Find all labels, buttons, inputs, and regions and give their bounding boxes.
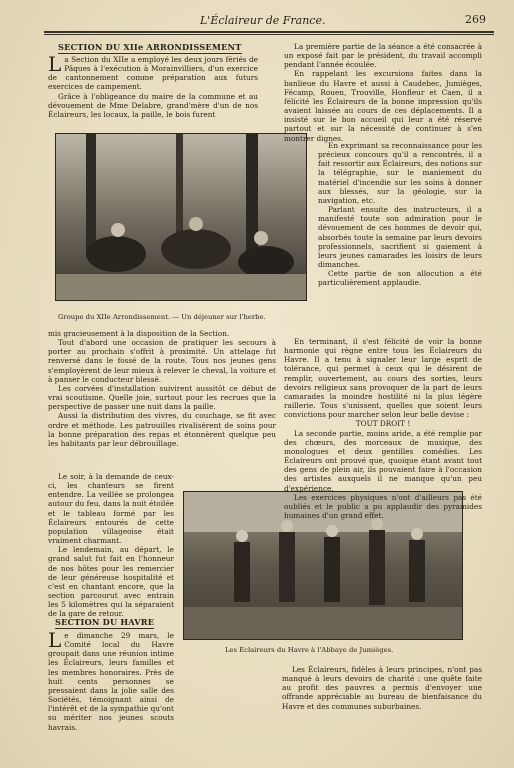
- paragraph: Tout d'abord une occasion de pratiquer les secours à porter au prochain s'offrit à proximité. Un attelage fut renversé dans le fossé de la route. Tous nos jeunes gens s'employèrent de leur mieux à relever le cheval, la voiture et à panser le conducteur blessé.: [48, 338, 276, 384]
- paragraph: La première partie de la séance a été consacrée à un exposé fait par le président, du travail accompli pendant l'année écoulée.: [284, 42, 482, 70]
- section-xii-body: [48, 329, 276, 472]
- paragraph: [48, 52, 258, 92]
- section-heading-xii: SECTION DU XIIe ARRONDISSEMENT: [58, 42, 242, 52]
- paragraph-text: e dimanche 29 mars, le Comité local du Havre groupait dans une réunion intime les Éclaireurs, leurs familles et les membres honoraires. Près de huit cents personnes se pressaient dans la jolie salle des Sociétés, témoignant ainsi de l'intérêt et de la sympathie qu'ont su mériter nos jeunes scouts havrais.: [48, 631, 174, 732]
- paragraph: En rappelant les excursions faites dans la banlieue du Havre et aussi à Caudebec, Jumièges, Fécamp, Rouen, Trouville, Honfleur et Caen, il a félicité les Éclaireurs de la bonne impression qu'ils avaient laissée au cours de ces déplacements. Il a insisté sur le bon accueil qui leur a été réservé partout et sur la nécessité de continuer à s'en montrer dignes.: [284, 69, 482, 143]
- photo-caption-1: Groupe du XIIe Arrondissement. — Un déjeuner sur l'herbe.: [58, 313, 266, 321]
- right-column-bottom: [284, 337, 482, 520]
- paragraph-text: a Section du XIIe a employé les deux jours fériés de Pâques à l'exécution à Morainvilliers, d'un exercice de cantonnement comme préparation aux futurs exercices de campement.: [48, 55, 258, 92]
- paragraph: En terminant, il s'est félicité de voir la bonne harmonie qui règne entre tous les Éclaireurs du Havre. Il a tenu à signaler leur large esprit de tolérance, qui permet à ceux qui le désirent de remplir, ouvertement, au cours des sorties, leurs devoirs religieux sans provoquer de la part de leurs camarades la moindre hostilité ni la plus légère raillerie. Tous s'unissent, quelles que soient leurs convictions pour marcher selon leur belle devise :: [284, 337, 482, 420]
- photo-icon: [56, 134, 306, 300]
- paragraph: Parlant ensuite des instructeurs, il a manifesté toute son admiration pour le dévouement de ces hommes de devoir qui, absorbés toute la semaine par leurs devoirs professionnels, sacrifient si gaiement à leurs jeunes camarades les loisirs de leurs dimanches.: [318, 205, 482, 270]
- motto: TOUT DROIT !: [355, 419, 411, 429]
- section-xii-body-narrow: [48, 472, 174, 619]
- section-xii-intro: [48, 52, 258, 127]
- paragraph: En exprimant sa reconnaissance pour les précieux concours qu'il a rencontrés, il a fait ressortir aux Éclaireurs, des notions sur la télégraphie, sur le maniement du matériel d'incendie sur les soins à donner aux blessés, sur la géologie, sur la navigation, etc.: [318, 141, 482, 205]
- header-rule-thin: [44, 34, 494, 35]
- photo-lunch-on-grass: [55, 133, 307, 301]
- paragraph: mis gracieusement à la disposition de la Section.: [48, 329, 230, 338]
- drop-cap: L: [48, 52, 62, 76]
- paragraph: Les Éclaireurs, fidèles à leurs principes, n'ont pas manqué à leurs devoirs de charité : une quête faite au profit des pauvres a permis d'envoyer une offrande appréciable au bureau de bienfaisance du Havre et des communes suburbaines.: [282, 665, 482, 711]
- paragraph: Les exercices physiques n'ont d'ailleurs pas été oubliés et le public a pu applaudir des pyramides humaines d'un grand effet.: [284, 492, 482, 520]
- paragraph: Le soir, à la demande de ceux-ci, les chanteurs se firent entendre. La veillée se prolongea autour du feu, dans la nuit étoilée et le tableau formé par les Éclaireurs entourés de cette population villageoise était vraiment charmant.: [48, 472, 174, 546]
- paragraph: Cette partie de son allocution a été particulièrement applaudie.: [318, 269, 482, 288]
- section-heading-havre: SECTION DU HAVRE: [55, 617, 155, 627]
- paragraph: Les corvées d'installation suivirent aussitôt ce début de vrai scoutisme. Quelle joie, surtout pour les recrues que la perspective de passer une nuit dans la paille.: [48, 383, 276, 412]
- paragraph: Grâce à l'obligeance du maire de la commune et au dévouement de Mme Delabre, grand'mère d'un de nos Éclaireurs, les locaux, la paille, le bois furent: [48, 91, 258, 119]
- paragraph: Le lendemain, au départ, le grand salut fut fait en l'honneur de nos hôtes pour les remercier de leur généreuse hospitalité et c'est en chantant encore, que la section parcourut avec entrain les 5 kilomètres qui la séparaient de la gare de retour.: [48, 545, 174, 619]
- drop-cap: L: [48, 628, 62, 652]
- right-column-final: [282, 665, 482, 740]
- right-column-narrow: [318, 141, 482, 337]
- photo-caption-2: Les Éclaireurs du Havre à l'Abbaye de Jumièges.: [225, 646, 394, 654]
- header-rule: [44, 31, 494, 33]
- page-number: 269: [465, 13, 486, 26]
- section-havre-intro-cont: [48, 667, 271, 737]
- running-title: L'Éclaireur de France.: [200, 14, 326, 27]
- paragraph: Aussi la distribution des vivres, du couchage, se fit avec ordre et méthode. Les patrouilles rivalisèrent de soins pour la bonne préparation des repas et étonnèrent quelque peu les habitants par leur débrouillage.: [48, 411, 276, 448]
- paragraph: La seconde partie, moins aride, a été remplie par des chœurs, des morceaux de musique, des monologues et deux gentilles comédies. Les Éclaireurs ont prouvé que, quoique étant avant tout des gens de plein air, ils pouvaient faire à l'occasion des artistes auxquels il ne manque qu'un peu d'expérience.: [284, 428, 482, 493]
- section-havre-intro-narrow: [48, 628, 174, 732]
